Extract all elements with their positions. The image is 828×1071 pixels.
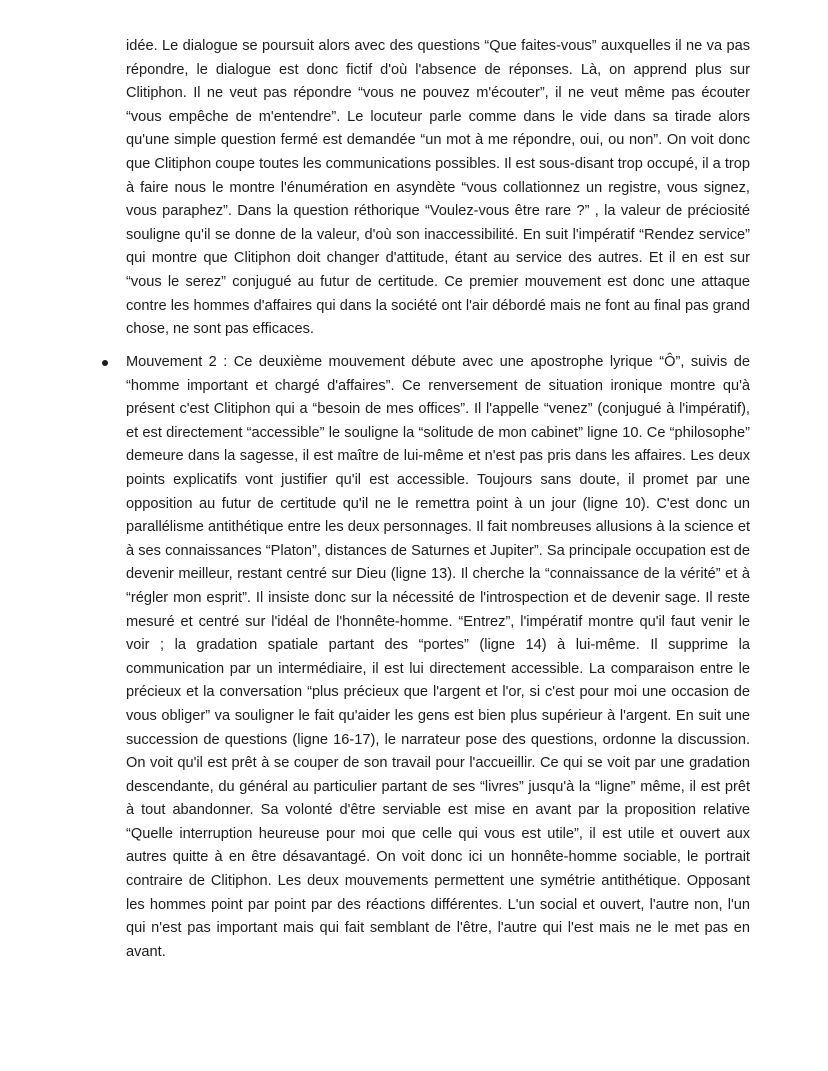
bullet-icon <box>101 351 109 375</box>
paragraph-movement-1-continued: idée. Le dialogue se poursuit alors avec des questions “Que faites-vous” auxquelles il ne va pas répondre, le dialogue est donc fictif d'où l'absence de réponses. Là, on apprend plus sur Clitiphon. Il ne veut pas répondre “vous ne pouvez m'écouter”, il ne veut même pas écouter “vous empêche de m'entendre”. Le locuteur parle comme dans le vide dans sa tirade alors qu'une simple question fermé est demandée “un mot à me répondre, oui, ou non”. On voit donc que Clitiphon coupe toutes les communications possibles. Il est sous-disant trop occupé, il a trop à faire nous le montre l'énumération en asyndète “vous collationnez un registre, vous signez, vous paraphez”. Dans la question réthorique “Voulez-vous être rare ?” , la valeur de préciosité souligne qu'il se donne de la valeur, d'où son inaccessibilité. En suit l'impératif “Rendez service” qui montre que Clitiphon doit changer d'attitude, étant au service des autres. Et il en est sur “vous le serez” conjugué au futur de certitude. Ce premier mouvement est donc une attaque contre les hommes d'affaires qui dans la société ont l'air débordé mais ne font au final pas grand chose, ne sont pas efficaces. <box>126 38 750 338</box>
paragraph-movement-2: Mouvement 2 : Ce deuxième mouvement débute avec une apostrophe lyrique “Ô”, suivis de “homme important et chargé d'affaires”. Ce renversement de situation ironique montre qu'à présent c'est Clitiphon qui a “besoin de mes offices”. Il l'appelle “venez” (conjugué à l'impératif), et est directement “accessible” le souligne la “solitude de mon cabinet” ligne 10. Ce “philosophe” demeure dans la sagesse, il est maître de lui-même et n'est pas pris dans les affaires. Les deux points explicatifs vont justifier qu'il est accessible. Toujours sans doute, il promet par une opposition au futur de certitude qu'il ne le remettra point à un jour (ligne 10). C'est donc un parallélisme antithétique entre les deux personnages. Il fait nombreuses allusions à la science et à ses connaissances “Platon”, distances de Saturnes et Jupiter”. Sa principale occupation est de devenir meilleur, restant centré sur Dieu (ligne 13). Il cherche la “connaissance de la vérité” et à “régler mon esprit”. Il insiste donc sur la nécessité de l'introspection et de devenir sage. Il reste mesuré et centré sur l'idéal de l'honnête-homme. “Entrez”, l'impératif montre qu'il faut venir le voir ; la gradation spatiale partant des “portes” (ligne 14) à lui-même. Il supprime la communication par un intermédiaire, il est lui directement accessible. La comparaison entre le précieux et la conversation “plus précieux que l'argent et l'or, si c'est pour moi une occasion de vous obliger” va souligner le fait qu'aider les gens est bien plus supérieur à l'argent. En suit une succession de questions (ligne 16-17), le narrateur pose des questions, ordonne la discussion. On voit qu'il est prêt à se couper de son travail pour l'accueillir. Ce qui se voit par une gradation descendante, du général au particulier partant de ses “livres” jusqu'à la “ligne” même, il est prêt à tout abandonner. Sa volonté d'être serviable est mise en avant par la proposition relative “Quelle interruption heureuse pour moi que celle qui vous est utile”, il est utile et ouvert aux autres quitte à en être désavantagé. On voit donc ici un honnête-homme sociable, le portrait contraire de Clitiphon. Les deux mouvements permettent une symétrie antithétique. Opposant les hommes point par point par des réactions différentes. L'un social et ouvert, l'autre non, l'un qui n'est pas important mais qui fait semblant de l'être, l'autre qui l'est mais ne le met pas en avant. <box>126 354 750 960</box>
